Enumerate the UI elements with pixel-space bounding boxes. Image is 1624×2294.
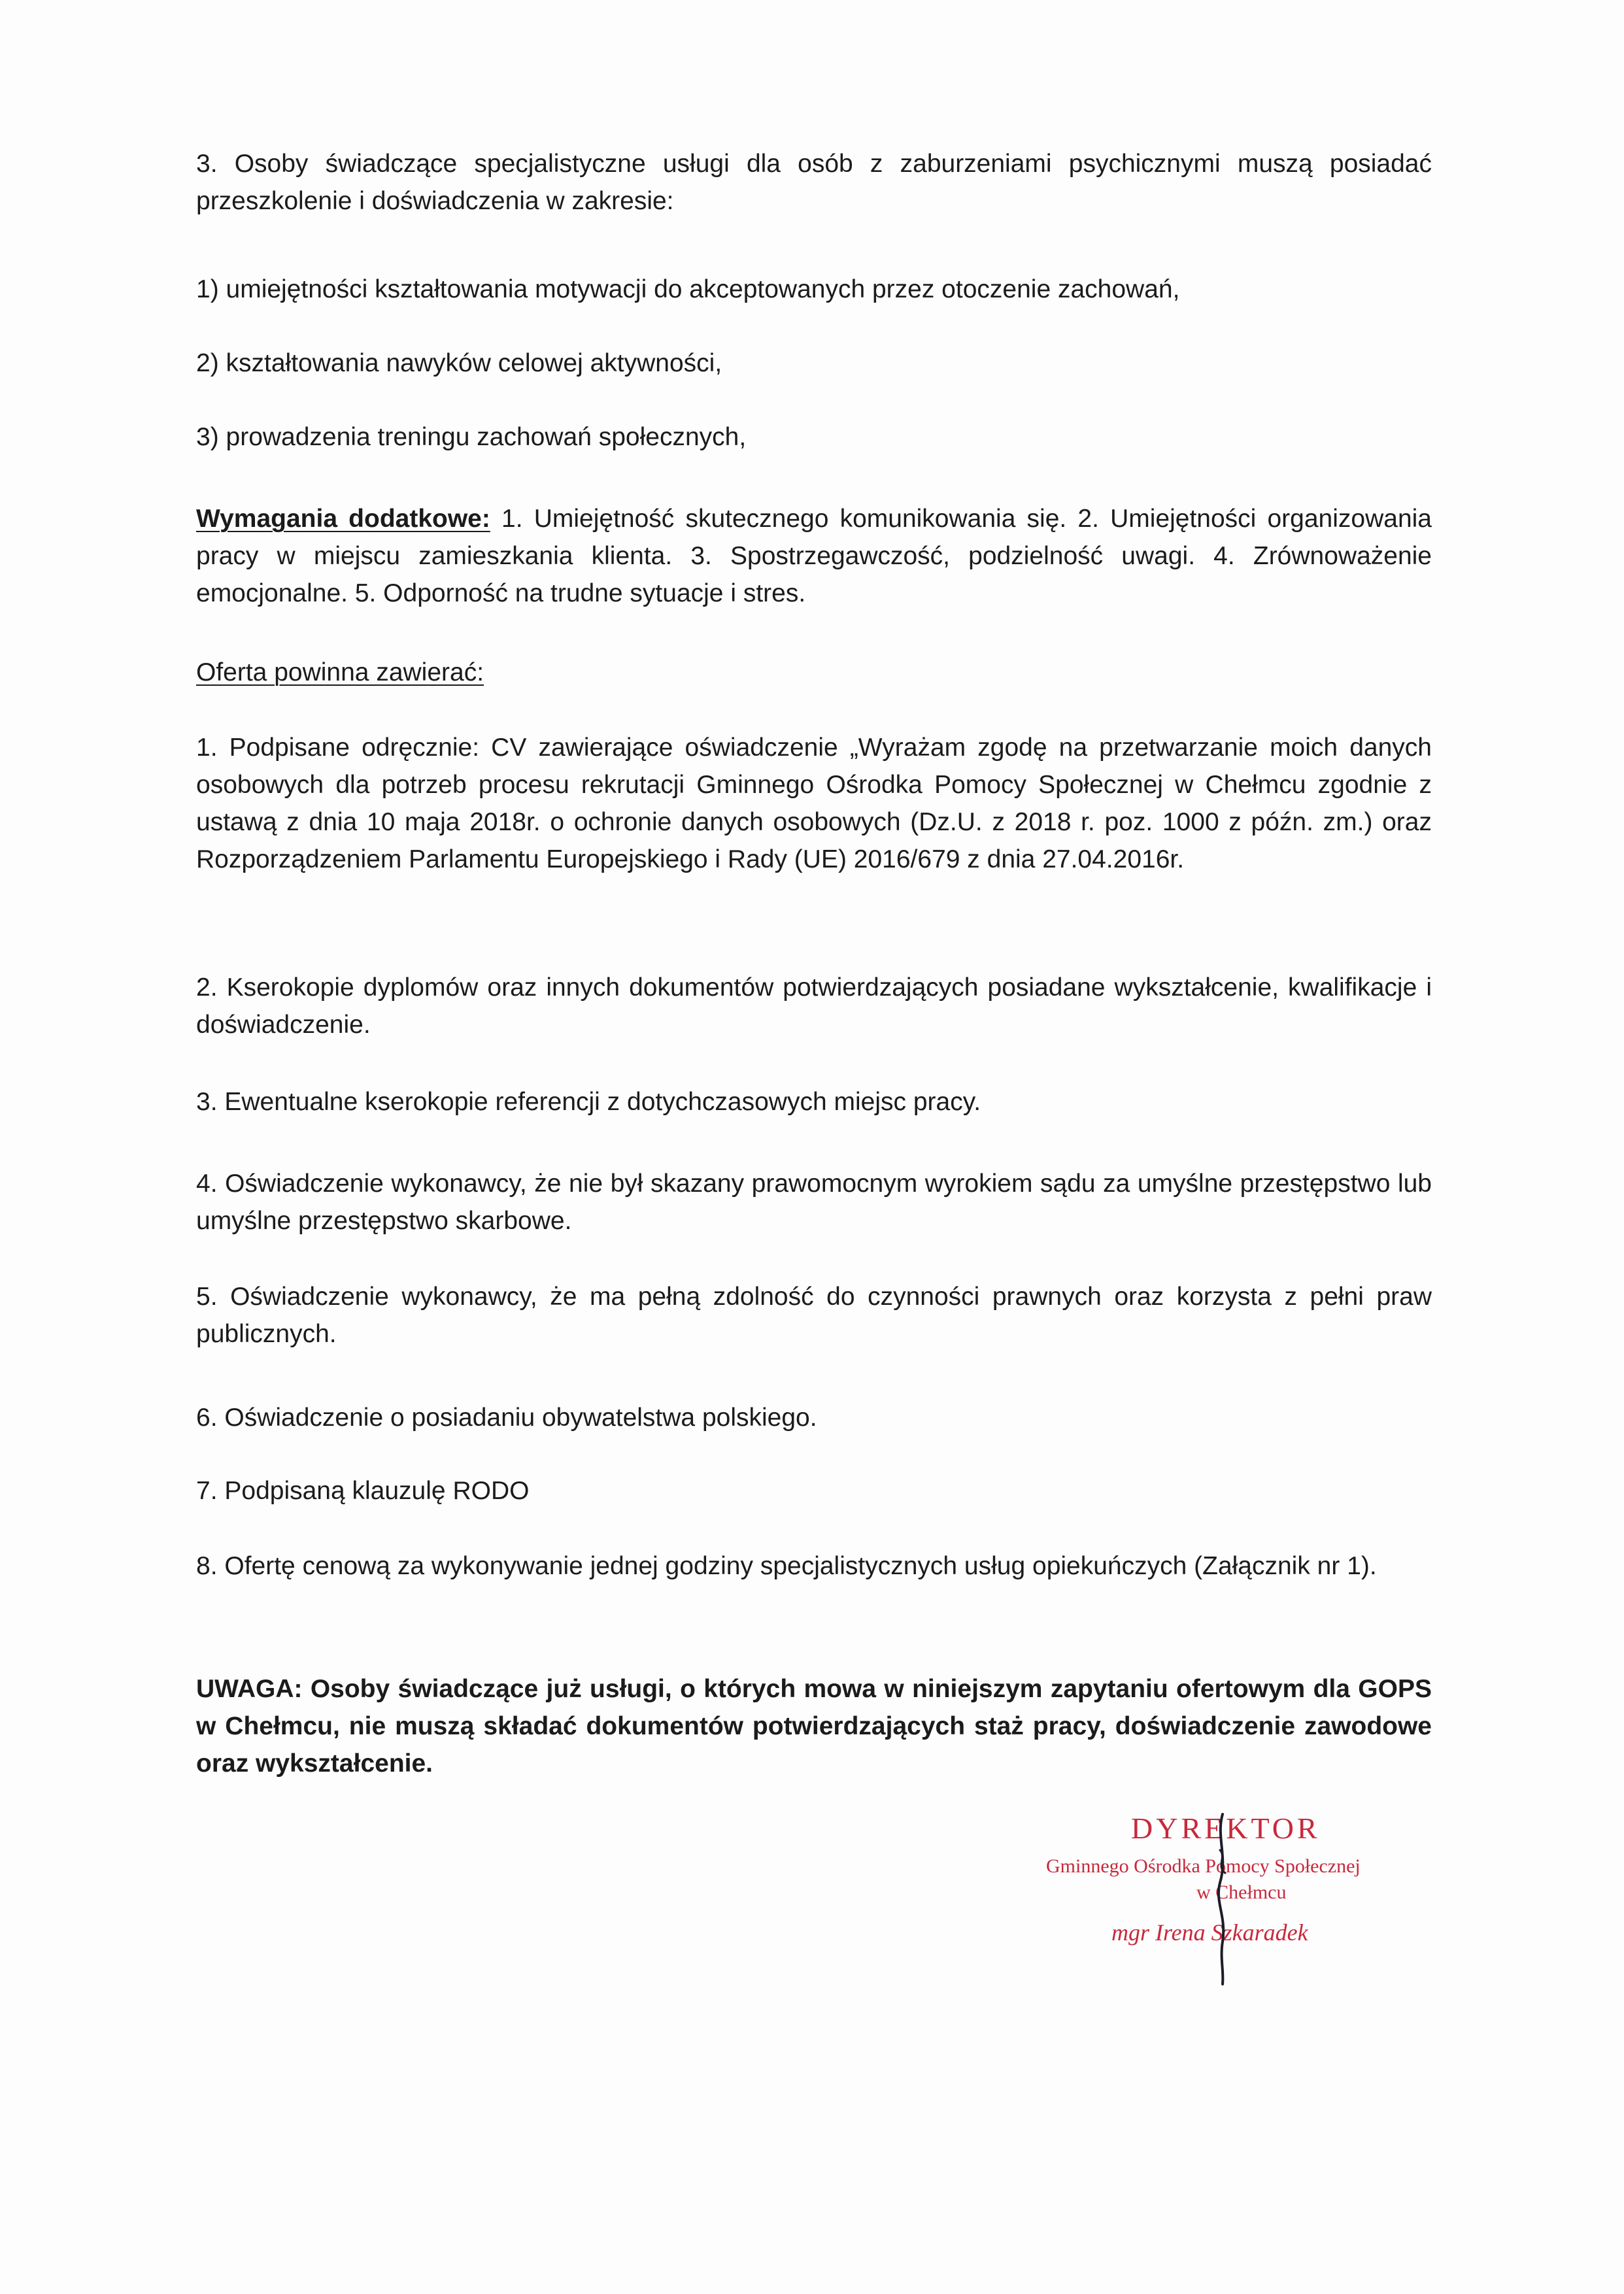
requirements-text: 1. Umiejętność skutecznego komunikowania się. 2. Umiejętności organizowania pracy w miejscu zamieszkania klienta. 3. Spostrzegawczość, podzielność uwagi. 4. Zrównoważenie emocjonalne. 5. Odporność na trudne sytuacje i stres.: [196, 505, 1432, 607]
stamp-title: DYREKTOR: [1131, 1812, 1321, 1845]
stamp-institution: Gminnego Ośrodka Pomocy Społecznej: [1046, 1855, 1361, 1877]
note-paragraph: UWAGA: Osoby świadczące już usługi, o których mowa w niniejszym zapytaniu ofertowym dla GOPS w Chełmcu, nie muszą składać dokumentów potwierdzających staż pracy, doświadczenie zawodowe oraz wykształcenie.: [196, 1675, 1432, 1778]
list-item-1: 1) umiejętności kształtowania motywacji do akceptowanych przez otoczenie zachowań,: [196, 275, 1180, 303]
offer-item-4: 4. Oświadczenie wykonawcy, że nie był skazany prawomocnym wyrokiem sądu za umyślne przestępstwo lub umyślne przestępstwo skarbowe.: [196, 1170, 1432, 1235]
list-item-3: 3) prowadzenia treningu zachowań społecznych,: [196, 423, 747, 451]
offer-item-6: 6. Oświadczenie o posiadaniu obywatelstwa polskiego.: [196, 1404, 817, 1432]
stamp-signatory-name: mgr Irena Szkaradek: [1111, 1919, 1308, 1946]
stamp-location: w Chełmcu: [1196, 1881, 1287, 1903]
handwritten-signature: [1196, 1811, 1249, 1987]
offer-item-5: 5. Oświadczenie wykonawcy, że ma pełną zdolność do czynności prawnych oraz korzysta z pełni praw publicznych.: [196, 1283, 1432, 1348]
offer-item-2: 2. Kserokopie dyplomów oraz innych dokumentów potwierdzających posiadane wykształcenie, kwalifikacje i doświadczenie.: [196, 973, 1432, 1039]
paragraph-requirements: [196, 500, 1432, 612]
offer-item-7: 7. Podpisaną klauzulę RODO: [196, 1477, 530, 1505]
requirements-label: Wymagania dodatkowe:: [196, 505, 490, 533]
offer-item-8: 8. Ofertę cenową za wykonywanie jednej godziny specjalistycznych usług opiekuńczych (Załącznik nr 1).: [196, 1552, 1377, 1580]
offer-item-1: 1. Podpisane odręcznie: CV zawierające oświadczenie „Wyrażam zgodę na przetwarzanie moich danych osobowych dla potrzeb procesu rekrutacji Gminnego Ośrodka Pomocy Społecznej w Chełmcu zgodnie z ustawą z dnia 10 maja 2018r. o ochronie danych osobowych (Dz.U. z 2018 r. poz. 1000 z późn. zm.) oraz Rozporządzeniem Parlamentu Europejskiego i Rady (UE) 2016/679 z dnia 27.04.2016r.: [196, 734, 1432, 873]
offer-item-3: 3. Ewentualne kserokopie referencji z dotychczasowych miejsc pracy.: [196, 1088, 981, 1116]
paragraph-intro: 3. Osoby świadczące specjalistyczne usługi dla osób z zaburzeniami psychicznymi muszą posiadać przeszkolenie i doświadczenia w zakresie:: [196, 150, 1432, 215]
offer-heading: Oferta powinna zawierać:: [196, 658, 484, 686]
list-item-2: 2) kształtowania nawyków celowej aktywności,: [196, 349, 722, 377]
